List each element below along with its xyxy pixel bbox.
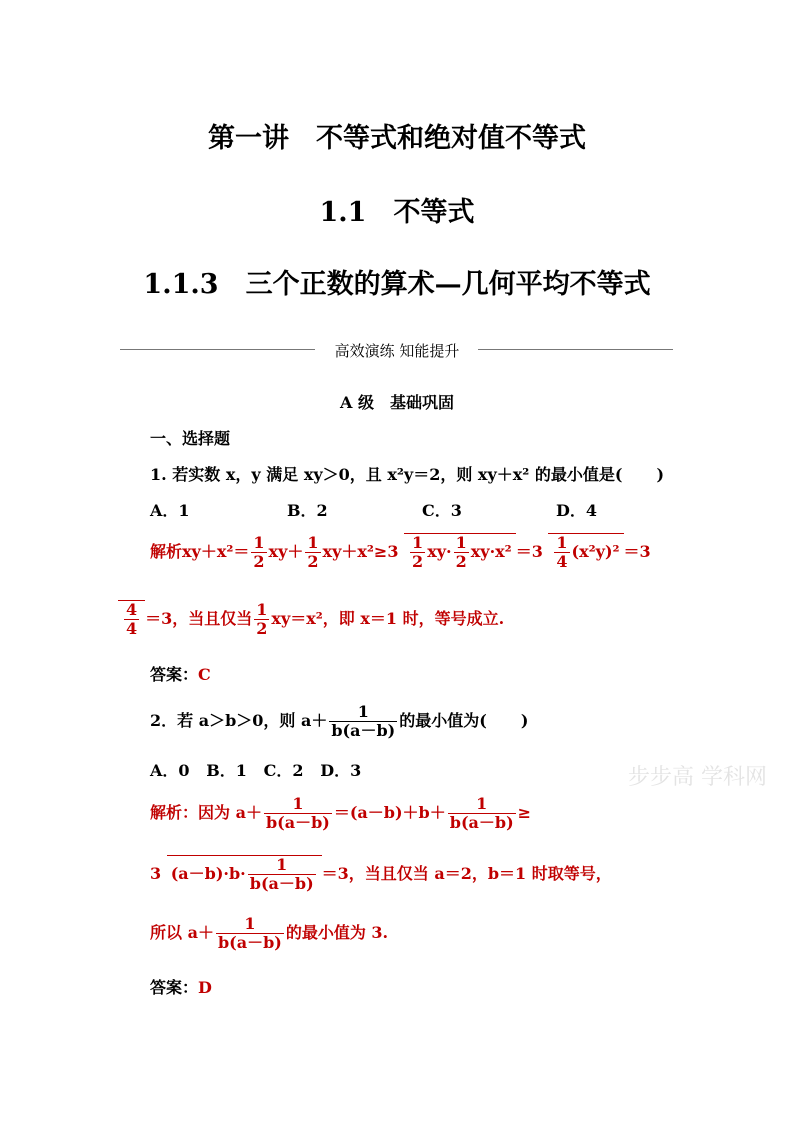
q2-stem xyxy=(150,703,528,740)
q1-radical-3: $\frac{4}{4}$ xyxy=(118,600,145,638)
q1-answer xyxy=(150,662,211,685)
q2-l3-a: 所以 a＋ xyxy=(150,923,214,942)
q2-l2-a: 3 xyxy=(150,864,162,883)
watermark: 步步高 学科网 xyxy=(628,765,767,790)
q2-l1-a: ：因为 a＋ xyxy=(182,803,262,822)
q2-l3-b: 的最小值为 3. xyxy=(285,923,389,942)
q1-radical-1: $\frac{1}{2}$ xy· $\frac{1}{2}$ xy·x² xyxy=(404,533,516,571)
q1-l1-b: xy＋ xyxy=(268,542,304,561)
q1-l1-a: xy＋x²＝ xyxy=(182,542,250,561)
q2-stem-frac: $\frac{1}{b(a-b)}$ xyxy=(331,702,396,740)
q2-stem-text: 2．若 a＞b＞0，则 a＋ xyxy=(150,711,328,730)
q1-frac-half-1: $\frac{1}{2}$ xyxy=(253,533,265,571)
q2-options xyxy=(150,758,361,781)
q2-analysis-line1 xyxy=(150,795,531,832)
q2-option-b: B．1 xyxy=(206,761,247,780)
section-title: 1.1 不等式 xyxy=(319,197,475,228)
q1-radical-2: $\frac{1}{4}$ (x²y)² xyxy=(548,533,623,571)
divider-line-right xyxy=(478,349,673,350)
q1-analysis-label: 解析 xyxy=(150,542,183,561)
q1-stem-close: ) xyxy=(656,465,665,484)
q2-option-d: D．3 xyxy=(320,761,362,780)
q2-answer-value: D xyxy=(198,978,212,997)
q1-answer-label: 答案： xyxy=(150,665,199,684)
q1-frac-half-2: $\frac{1}{2}$ xyxy=(307,533,319,571)
q2-analysis-line2 xyxy=(150,855,612,893)
q1-l1-h: ＝3 xyxy=(623,542,651,561)
q2-frac-1: $\frac{1}{b(a-b)}$ xyxy=(265,794,330,832)
q1-option-d: D．4 xyxy=(556,501,598,520)
q2-radical: (a－b)·b· $\frac{1}{b(a-b)}$ xyxy=(167,855,322,893)
q2-l1-b: ＝(a－b)＋b＋ xyxy=(333,803,446,822)
q1-option-a: A．1 xyxy=(150,501,190,520)
q1-frac-half-3: $\frac{1}{2}$ xyxy=(256,600,268,638)
q1-l1-f: ＝3 xyxy=(515,542,543,561)
q2-l1-c: ≥ xyxy=(517,803,532,822)
divider xyxy=(0,340,794,358)
q1-l2-b: xy＝x²，即 x＝1 时，等号成立. xyxy=(271,609,505,628)
q1-l1-c: xy＋x²≥3 xyxy=(322,542,399,561)
q2-analysis-line3 xyxy=(150,915,388,952)
q2-frac-3: $\frac{1}{b(a-b)}$ xyxy=(217,914,282,952)
level-heading: A 级 基础巩固 xyxy=(340,393,454,412)
q2-frac-2: $\frac{1}{b(a-b)}$ xyxy=(449,794,514,832)
q2-analysis-label: 解析 xyxy=(150,803,183,822)
q2-l2-c: ＝3，当且仅当 a＝2，b＝1 时取等号， xyxy=(321,864,612,883)
q1-stem-text: 1. 若实数 x，y 满足 xy＞0，且 x²y＝2，则 xy＋x² 的最小值是( xyxy=(150,465,623,484)
section-heading: 一、选择题 xyxy=(150,429,231,448)
q2-stem-tail: 的最小值为( xyxy=(399,711,487,730)
q1-analysis-line2 xyxy=(118,600,504,638)
q2-answer xyxy=(150,975,212,998)
lecture-title: 第一讲 不等式和绝对值不等式 xyxy=(208,123,586,154)
q1-option-b: B．2 xyxy=(287,501,328,520)
q1-l2-a: ＝3，当且仅当 xyxy=(145,609,253,628)
q2-option-a: A．0 xyxy=(150,761,190,780)
divider-text: 高效演练 知能提升 xyxy=(334,342,460,360)
q1-option-c: C．3 xyxy=(422,501,462,520)
q2-stem-close: ) xyxy=(520,711,529,730)
q1-analysis-line1 xyxy=(150,533,651,571)
q2-option-c: C．2 xyxy=(263,761,304,780)
q1-answer-value: C xyxy=(198,665,211,684)
subsection-title: 1.1.3 三个正数的算术—几何平均不等式 xyxy=(143,269,651,300)
q2-answer-label: 答案： xyxy=(150,978,199,997)
q1-stem xyxy=(150,462,664,485)
